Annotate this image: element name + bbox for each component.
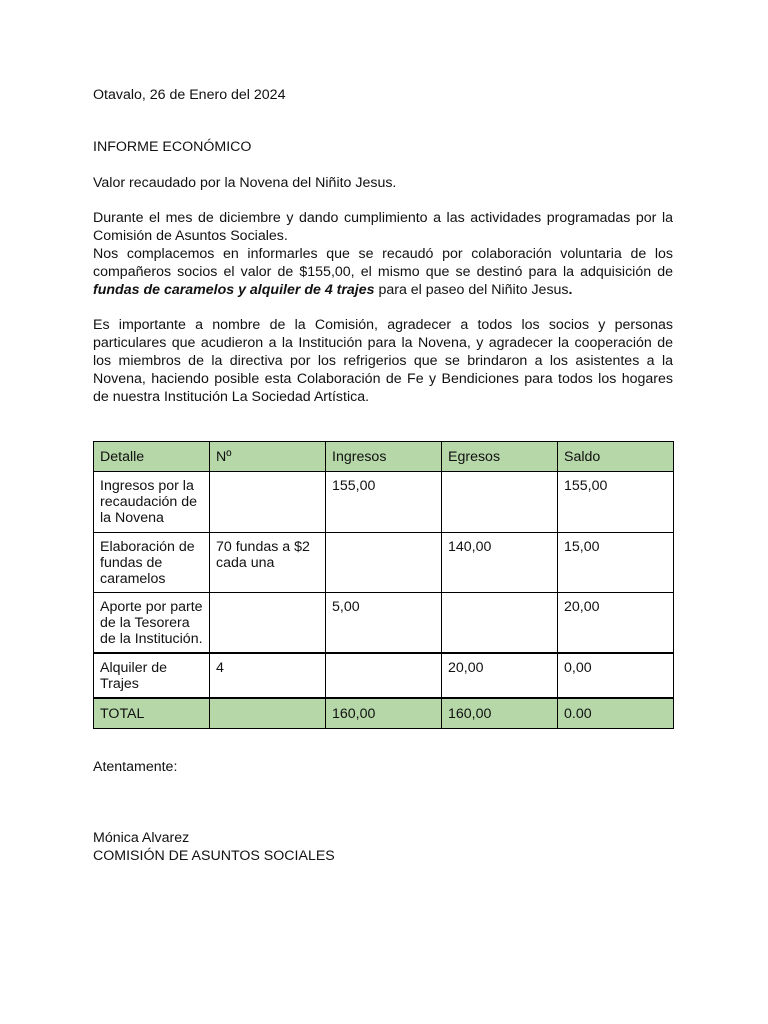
header-cell-ingresos: Ingresos bbox=[326, 442, 442, 472]
table-cell: 15,00 bbox=[558, 533, 674, 593]
paragraph-2-start: Nos complacemos en informarles que se recaudó por colaboración voluntaria de los compañeros socios el valor de $155,00, el mismo que se destinó para la adquisición de bbox=[93, 246, 673, 280]
table-cell: 5,00 bbox=[326, 593, 442, 654]
table-cell: 140,00 bbox=[442, 533, 558, 593]
table-row bbox=[94, 593, 674, 654]
header-cell-detalle: Detalle bbox=[94, 442, 210, 472]
table-header-row bbox=[94, 442, 674, 472]
table-cell: Ingresos por la recaudación de la Novena bbox=[94, 472, 210, 533]
table-cell bbox=[210, 472, 326, 533]
table-total-row bbox=[94, 698, 674, 729]
paragraph-1: Durante el mes de diciembre y dando cumplimiento a las actividades programadas por la Comisión de Asuntos Sociales. bbox=[93, 210, 673, 244]
subject-line: Valor recaudado por la Novena del Niñito Jesus. bbox=[93, 175, 397, 191]
table-cell bbox=[210, 593, 326, 654]
table-cell: Alquiler de Trajes bbox=[94, 653, 210, 698]
place-date: Otavalo, 26 de Enero del 2024 bbox=[93, 87, 286, 103]
table-cell: 0,00 bbox=[558, 653, 674, 698]
total-ingresos-cell: 160,00 bbox=[326, 698, 442, 729]
table-cell: 70 fundas a $2 cada una bbox=[210, 533, 326, 593]
header-cell-numero: Nº bbox=[210, 442, 326, 472]
table-cell bbox=[326, 653, 442, 698]
table-cell bbox=[326, 533, 442, 593]
signer-role: COMISIÓN DE ASUNTOS SOCIALES bbox=[93, 848, 335, 864]
paragraph-2-period: . bbox=[568, 282, 573, 298]
table-cell bbox=[442, 472, 558, 533]
economic-table bbox=[93, 441, 674, 729]
header-cell-saldo: Saldo bbox=[558, 442, 674, 472]
table-cell: Elaboración de fundas de caramelos bbox=[94, 533, 210, 593]
total-cell bbox=[210, 698, 326, 729]
table-cell: 20,00 bbox=[558, 593, 674, 654]
closing-salutation: Atentamente: bbox=[93, 759, 178, 775]
total-egresos-cell: 160,00 bbox=[442, 698, 558, 729]
paragraph-2-emphasis: fundas de caramelos y alquiler de 4 trajes bbox=[93, 282, 375, 298]
table-cell: Aporte por parte de la Tesorera de la Institución. bbox=[94, 593, 210, 654]
total-label-cell: TOTAL bbox=[94, 698, 210, 729]
table-cell: 20,00 bbox=[442, 653, 558, 698]
paragraph-2 bbox=[93, 245, 673, 299]
document-title: INFORME ECONÓMICO bbox=[93, 139, 252, 155]
table-row bbox=[94, 533, 674, 593]
signer-name: Mónica Alvarez bbox=[93, 830, 190, 846]
header-cell-egresos: Egresos bbox=[442, 442, 558, 472]
table-cell: 155,00 bbox=[558, 472, 674, 533]
table-cell bbox=[442, 593, 558, 654]
table-row bbox=[94, 472, 674, 533]
paragraph-3: Es importante a nombre de la Comisión, agradecer a todos los socios y personas particulares que acudieron a la Institución para la Novena, y agradecer la cooperación de los miembros de la directiva por los refrigerios que se brindaron a los asistentes a la Novena, haciendo posible esta Colaboración de Fe y Bendiciones para todos los hogares de nuestra Institución La Sociedad Artística. bbox=[93, 317, 673, 405]
table-cell: 4 bbox=[210, 653, 326, 698]
total-saldo-cell: 0.00 bbox=[558, 698, 674, 729]
table-row bbox=[94, 653, 674, 698]
paragraph-2-end: para el paseo del Niñito Jesus bbox=[374, 282, 569, 298]
table-cell: 155,00 bbox=[326, 472, 442, 533]
